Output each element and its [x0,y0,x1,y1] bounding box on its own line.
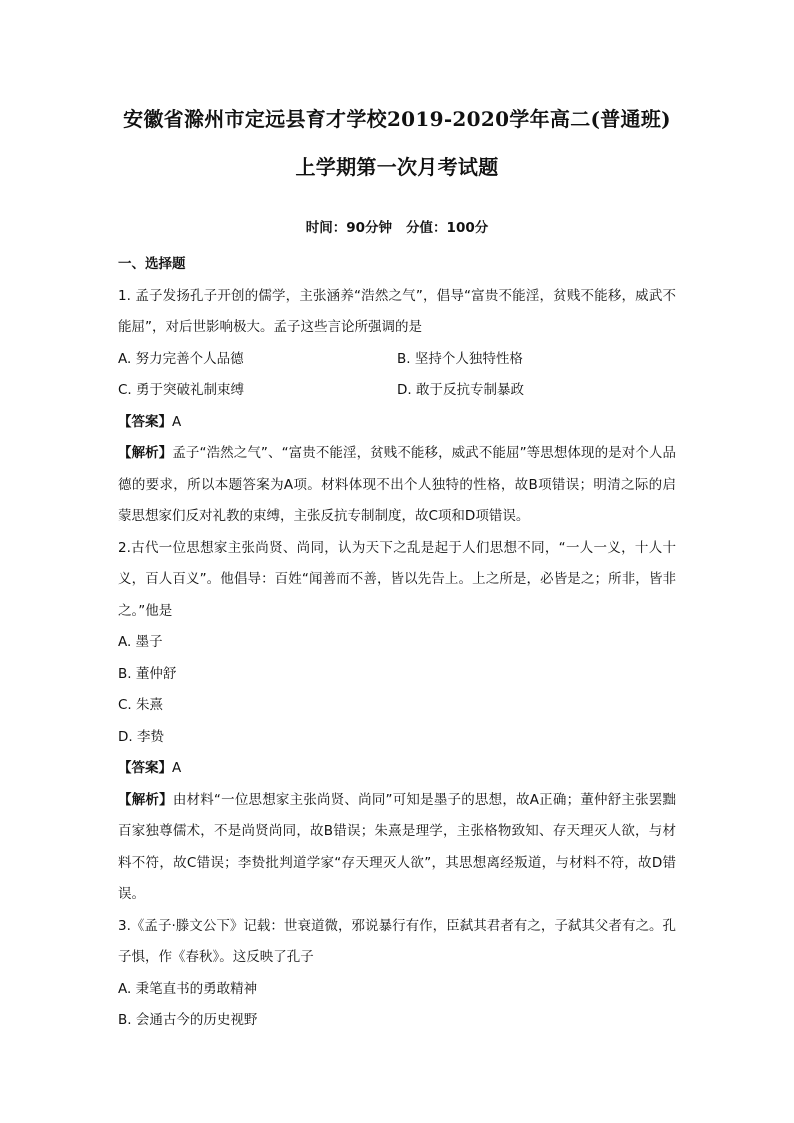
exam-meta [118,219,676,237]
question-2-answer [118,753,676,785]
question-1-option-a: A. 努力完善个人品德 [118,350,244,367]
section-heading: 一、选择题 [118,256,186,272]
question-2-option-d: D. 李贽 [118,728,164,745]
analysis-text: 由材料“一位思想家主张尚贤、尚同”可知是墨子的思想，故A正确；董仲舒主张罢黜百家独尊儒术，不是尚贤尚同，故B错误；朱熹是理学，主张格物致知、存天理灭人欲，与材料不符，故C错误；李贽批判道学家“存天理灭人欲”，其思想离经叛道，与材料不符，故D错误。 [118,791,676,902]
title-line-1: 安徽省滁州市定远县育才学校2019-2020学年高二(普通班) [123,107,671,131]
answer-value: A [172,413,182,430]
question-2-option-c: C. 朱熹 [118,697,164,713]
question-2-stem: 2.古代一位思想家主张尚贤、尚同，认为天下之乱是起于人们思想不同，“一人一义，十人十义，百人百义”。他倡导：百姓“闻善而不善，皆以先告上。上之所是，必皆是之；所非，皆非之。”他是 [118,539,676,619]
question-3-option-b: B. 会通古今的历史视野 [118,1012,258,1028]
answer-tag: 【答案】 [118,413,172,430]
answer-value: A [172,760,182,776]
question-1-option-b: B. 坚持个人独特性格 [397,350,523,367]
exam-time: 时间：90分钟 [305,220,393,236]
question-1-option-c: C. 勇于突破礼制束缚 [118,382,245,398]
question-3-stem: 3.《孟子·滕文公下》记载：世衰道微，邪说暴行有作，臣弑其君者有之，子弑其父者有之。孔子惧，作《春秋》。这反映了孔子 [118,917,676,965]
question-1-stem: 1. 孟子发扬孔子开创的儒学，主张涵养“浩然之气”，倡导“富贵不能淫，贫贱不能移，威武不能屈”，对后世影响极大。孟子这些言论所强调的是 [118,287,676,335]
question-2-option-a: A. 墨子 [118,634,163,650]
analysis-tag: 【解析】 [118,791,173,808]
title-line-2: 上学期第一次月考试题 [295,155,499,179]
exam-score: 分值：100分 [406,220,489,236]
document-body [118,249,676,1037]
question-3-option-a: A. 秉笔直书的勇敢精神 [118,980,258,997]
answer-tag: 【答案】 [118,760,172,776]
question-1-answer [118,407,676,439]
question-1-analysis [118,438,676,533]
question-1-options-row-2 [118,375,676,407]
question-1-options-row-1 [118,344,676,376]
analysis-tag: 【解析】 [118,445,173,461]
document-title [118,95,676,191]
question-2-option-b: B. 董仲舒 [118,665,177,682]
question-2-analysis [118,785,676,911]
question-1-option-d: D. 敢于反抗专制暴政 [397,382,524,398]
analysis-text: 孟子“浩然之气”、“富贵不能淫，贫贱不能移，威武不能屈”等思想体现的是对个人品德的要求，所以本题答案为A项。材料体现不出个人独特的性格，故B项错误；明清之际的启蒙思想家们反对礼教的束缚，主张反抗专制制度，故C项和D项错误。 [118,445,676,524]
